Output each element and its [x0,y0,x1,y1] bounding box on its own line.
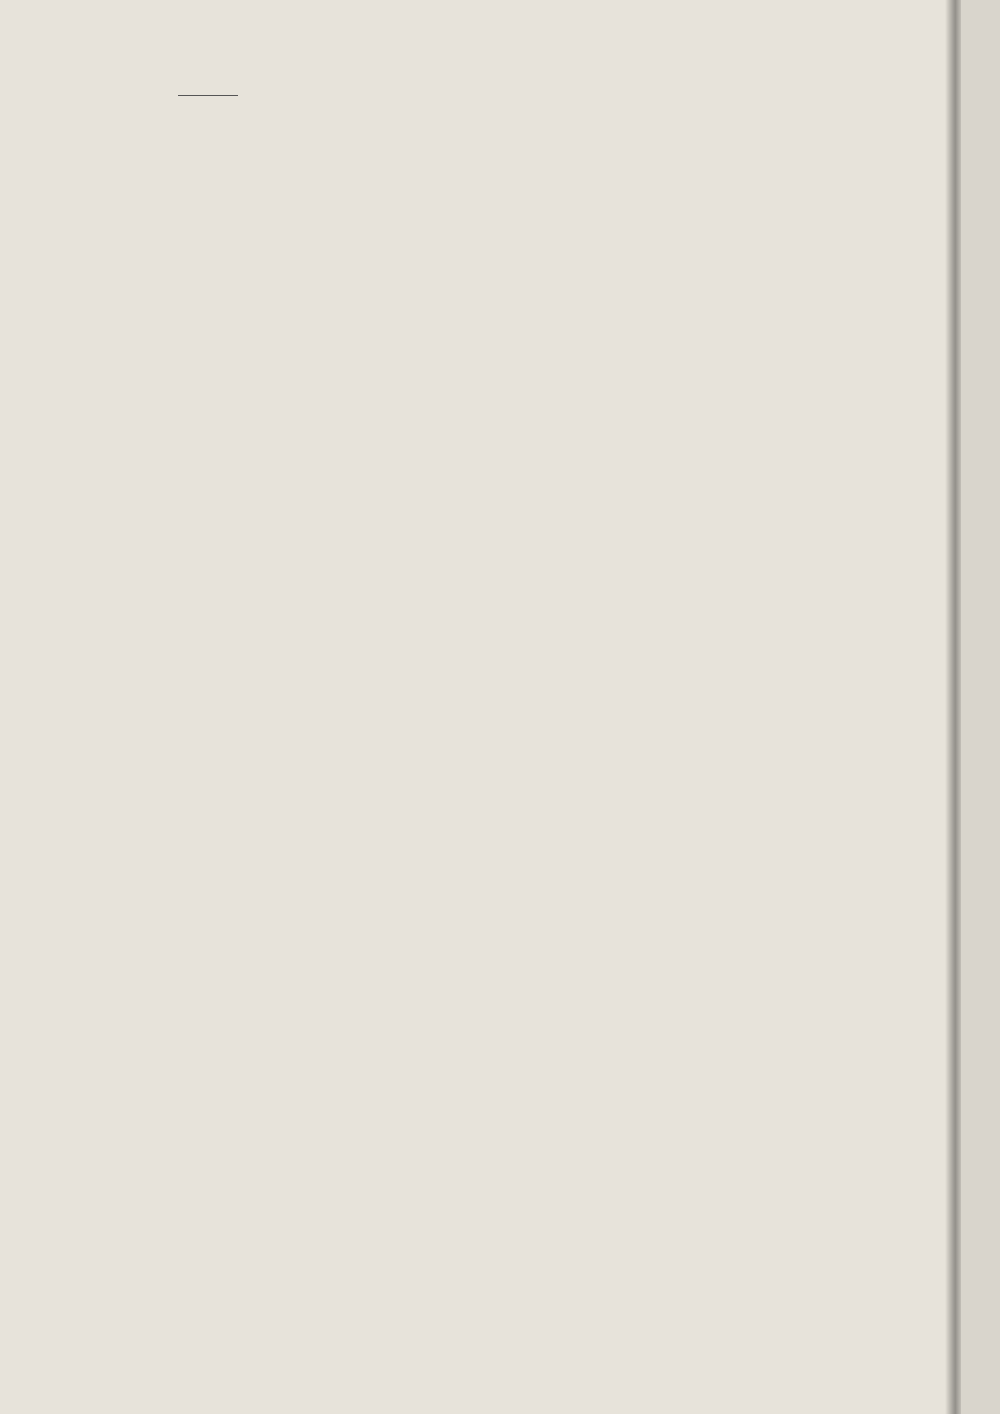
adjacent-page-edge [955,0,1000,1414]
book-gutter-shadow [945,0,961,1414]
zahlstellen-paragraph [132,88,922,103]
separator-rule [178,95,238,96]
section-schiffsbau-entry [132,88,922,103]
page-header [128,40,928,70]
